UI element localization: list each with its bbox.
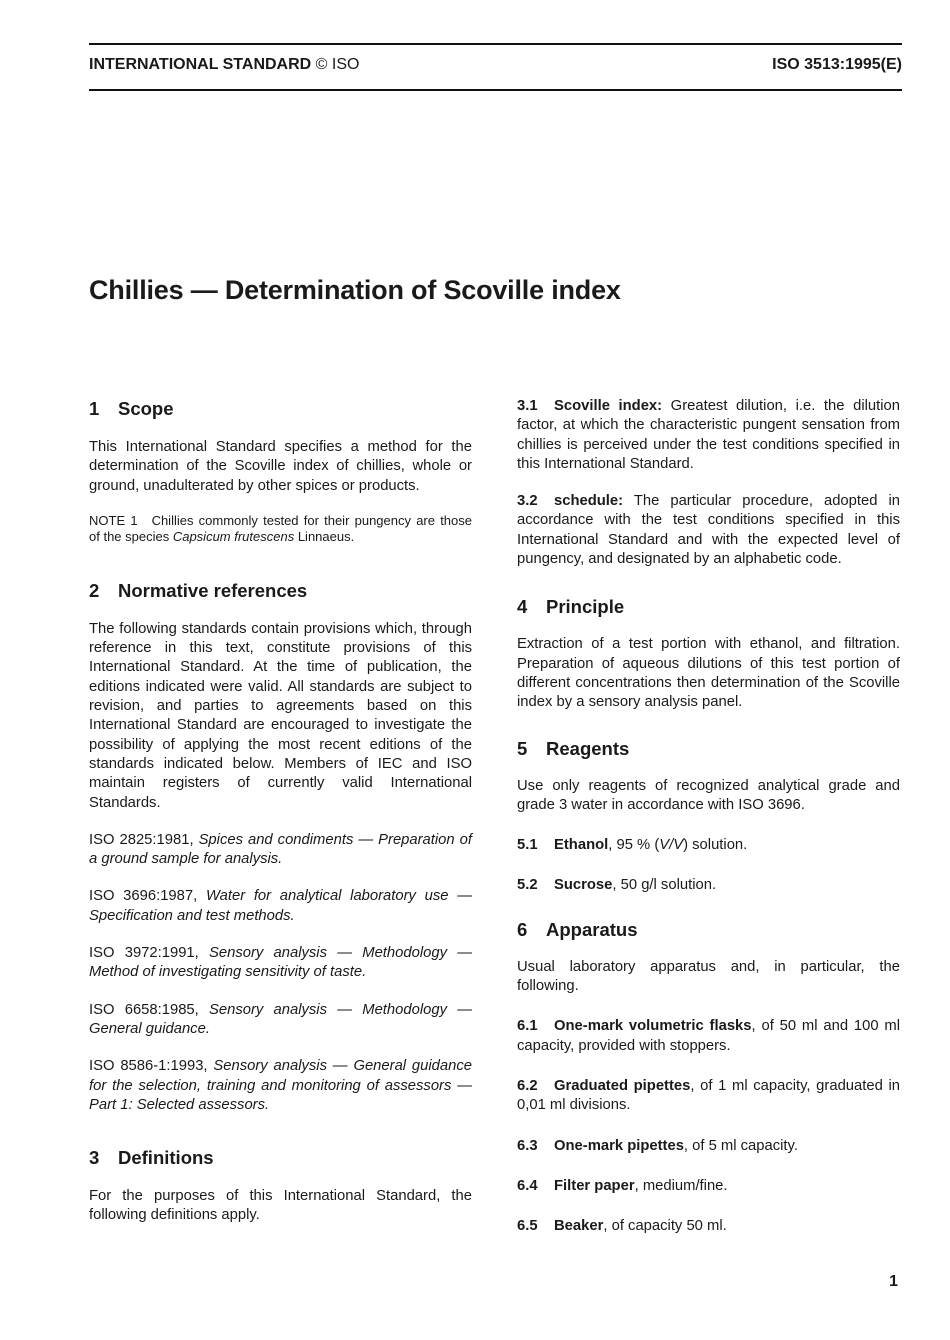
definition-text: The particular procedure, adopted in accordance with the test conditions specified in this International Standard and with the expected level of pungency, and designated by an alphabetic code. — [517, 493, 900, 568]
section-title: Principle — [546, 596, 625, 618]
definition-text: Greatest dilution, i.e. the dilution factor, at which the characteristic pungent sensation from chillies is perceived under the test conditions specified in this International Standard. — [517, 398, 900, 472]
section-title: Definitions — [118, 1147, 214, 1169]
reference-code: ISO 3696:1987, — [89, 888, 206, 905]
reference-code: ISO 3972:1991, — [89, 945, 210, 962]
section-number: 1 — [89, 398, 100, 419]
reference-title: Sensory analysis — General guidance for the selection, training and monitoring of assessors — Part 1: Selected assessors. — [89, 1058, 472, 1113]
section-number: 4 — [517, 596, 528, 618]
apparatus-item — [517, 1137, 900, 1156]
definition-term: schedule: — [554, 493, 624, 510]
section-title: Scope — [118, 398, 174, 419]
document-title: Chillies — Determination of Scoville index — [89, 275, 621, 305]
apparatus-text: , medium/fine. — [634, 1177, 728, 1194]
note-text-end: Linnaeus. — [294, 528, 355, 544]
reference-title: Sensory analysis — Methodology — Method of investigating sensitivity of taste. — [89, 945, 472, 981]
apparatus-text: , of 1 ml capacity, graduated in 0,01 ml divisions. — [517, 1077, 900, 1114]
apparatus-number: 6.1 — [517, 1018, 538, 1035]
reference-code: ISO 2825:1981, — [89, 831, 199, 848]
reagent-item — [517, 876, 900, 895]
reagent-term: Ethanol — [554, 837, 609, 854]
section-number: 6 — [517, 918, 528, 940]
reagents-text: Use only reagents of recognized analytical grade and grade 3 water in accordance with ISO 3696. — [517, 777, 900, 813]
reagent-text-end: ) solution. — [683, 837, 748, 854]
apparatus-term: Beaker — [554, 1218, 604, 1235]
apparatus-term: Graduated pipettes — [554, 1077, 691, 1094]
apparatus-text: Usual laboratory apparatus and, in particular, the following. — [517, 958, 900, 995]
left-column — [89, 397, 472, 1226]
reference-entry — [89, 944, 472, 983]
page-number: 1 — [889, 1273, 898, 1290]
section-number: 5 — [517, 737, 528, 759]
note-species: Capsicum frutescens — [172, 528, 295, 544]
definition-item — [517, 397, 900, 474]
section-heading-reagents — [517, 737, 900, 761]
section-title: Normative references — [118, 579, 308, 601]
reagent-number: 5.2 — [517, 877, 538, 894]
definition-item — [517, 492, 900, 569]
apparatus-number: 6.4 — [517, 1177, 538, 1194]
standard-label: INTERNATIONAL STANDARD — [89, 56, 312, 73]
apparatus-number: 6.2 — [517, 1077, 538, 1094]
section-heading-scope — [89, 397, 472, 421]
definitions-text: For the purposes of this International Standard, the following definitions apply. — [89, 1188, 472, 1224]
reference-title: Spices and condiments — Preparation of a ground sample for analysis. — [89, 831, 472, 868]
reference-entry — [89, 887, 472, 926]
reference-title: Sensory analysis — Methodology — General guidance. — [89, 1001, 472, 1037]
section-number: 2 — [89, 579, 100, 601]
reference-code: ISO 6658:1985, — [89, 1001, 210, 1018]
apparatus-text: , of 50 ml and 100 ml capacity, provided with stoppers. — [517, 1018, 900, 1054]
reagent-text: , 95 % ( — [608, 837, 660, 854]
scope-note — [89, 513, 472, 545]
definition-number: 3.2 — [517, 493, 538, 510]
section-heading-normative-references — [89, 579, 472, 603]
header-top-rule — [89, 43, 902, 45]
reference-entry — [89, 1001, 472, 1040]
reference-entry — [89, 831, 472, 870]
note-label: NOTE 1 — [89, 512, 138, 528]
reference-entry — [89, 1057, 472, 1115]
section-number: 3 — [89, 1147, 100, 1169]
apparatus-item — [517, 1017, 900, 1056]
normative-references-text: The following standards contain provisions which, through reference in this text, constitute provisions of this International Standard. At the time of publication, the editions indicated were valid. All standards are subject to revision, and parties to agreements based on this International Standard are encouraged to investigate the possibility of applying the most recent editions of the standards indicated below. Members of IEC and ISO maintain registers of currently valid International Standards. — [89, 620, 472, 811]
apparatus-item — [517, 1217, 900, 1236]
reference-code: ISO 8586-1:1993, — [89, 1058, 214, 1075]
section-heading-principle — [517, 595, 900, 619]
apparatus-term: Filter paper — [554, 1177, 635, 1194]
reference-title: Water for analytical laboratory use — Specification and test methods. — [89, 888, 472, 924]
scope-text: This International Standard specifies a method for the determination of the Scoville index of chillies, whole or ground, unadulterated by other spices or products. — [89, 439, 472, 494]
definition-number: 3.1 — [517, 398, 538, 414]
apparatus-term: One-mark pipettes — [554, 1137, 684, 1154]
reagent-term: Sucrose — [554, 877, 613, 894]
reagent-item — [517, 836, 900, 855]
apparatus-text: , of 5 ml capacity. — [683, 1137, 798, 1154]
document-number: ISO 3513:1995(E) — [772, 56, 902, 73]
note-text: Chillies commonly tested for their pungency are those of the species — [89, 512, 472, 544]
principle-text: Extraction of a test portion with ethanol, and filtration. Preparation of aqueous dilutions of this test portion of different concentrations then determination of the Scoville index by a sensory analysis panel. — [517, 636, 900, 711]
reagent-number: 5.1 — [517, 837, 538, 854]
apparatus-term: One-mark volumetric flasks — [554, 1018, 752, 1035]
header-standard-label — [89, 56, 359, 74]
section-heading-definitions — [89, 1146, 472, 1170]
apparatus-text: , of capacity 50 ml. — [603, 1218, 727, 1235]
apparatus-item — [517, 1077, 900, 1116]
section-title: Apparatus — [546, 918, 638, 940]
reagent-unit: V/V — [659, 837, 684, 854]
copyright-notice: © ISO — [315, 56, 360, 73]
section-heading-apparatus — [517, 918, 900, 942]
apparatus-number: 6.3 — [517, 1137, 538, 1154]
section-title: Reagents — [546, 737, 630, 759]
reagent-text: , 50 g/l solution. — [612, 877, 717, 894]
apparatus-item — [517, 1177, 900, 1196]
header-bottom-rule — [89, 89, 902, 91]
apparatus-number: 6.5 — [517, 1218, 538, 1235]
definition-term: Scoville index: — [554, 398, 663, 414]
right-column — [517, 397, 900, 1236]
